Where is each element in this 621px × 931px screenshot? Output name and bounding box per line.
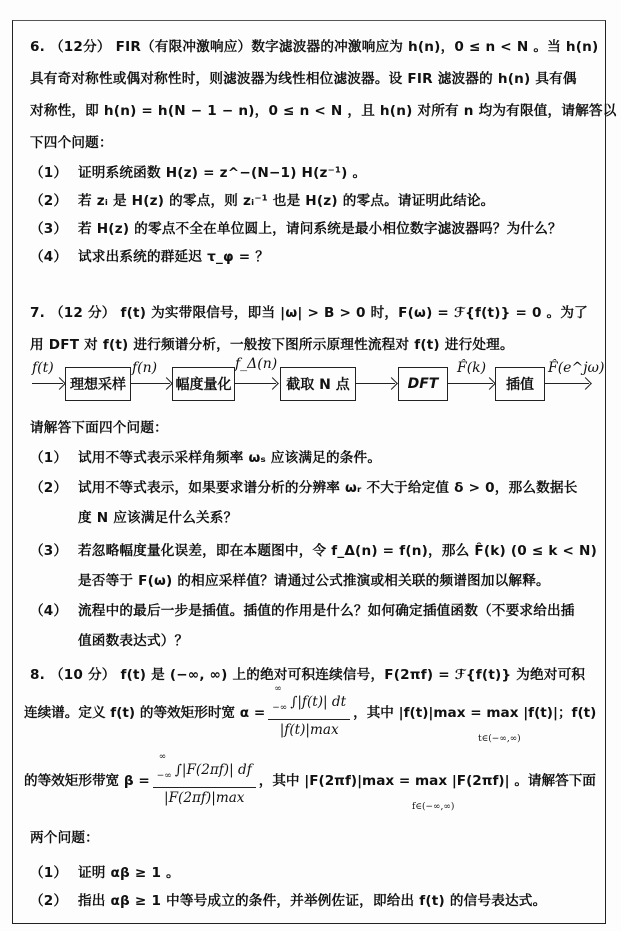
flow-block: DFT	[398, 367, 448, 401]
alpha-numerator-wrap	[268, 694, 350, 720]
q8-line-1: 8. （10 分） f(t) 是 (−∞, ∞) 上的绝对可积连续信号，F(2πf) = ℱ{f(t)} 为绝对可积	[30, 667, 586, 683]
flow-block: 幅度量化	[172, 367, 235, 401]
item-text: 若 H(z) 的零点不全在单位圆上，请问系统是最小相位数字滤波器吗？为什么？	[78, 221, 562, 237]
q6-item-4	[30, 245, 269, 265]
integral-upper: ∞	[158, 752, 167, 762]
alpha-fraction	[268, 684, 350, 739]
q8-alpha-row	[24, 684, 596, 739]
q8-beta-pre: 的等效矩形带宽 β =	[24, 773, 150, 790]
item-number: （1）	[30, 450, 68, 466]
signal-label: f_Δ(n)	[235, 356, 278, 372]
signal-label: f(n)	[132, 360, 158, 376]
integral-upper: ∞	[274, 684, 282, 694]
alpha-denominator: |f(t)|max	[279, 721, 339, 738]
q8-item-1	[30, 861, 180, 881]
q8-item-2	[30, 889, 546, 909]
integral-lower: −∞	[156, 770, 172, 781]
arrow	[545, 383, 589, 384]
item-text: 证明系统函数 H(z) = z^−(N−1) H(z⁻¹) 。	[78, 165, 367, 181]
arrow	[32, 383, 63, 384]
q7-item-4-cont: 值函数表达式）？	[78, 633, 189, 649]
max-range: t∈(−∞,∞)	[478, 734, 521, 744]
integral-lower: −∞	[272, 702, 288, 713]
alpha-numerator: ∫|f(t)| dt	[290, 694, 347, 710]
item-number: （2）	[30, 480, 68, 496]
item-text: 若 zᵢ 是 H(z) 的零点，则 zᵢ⁻¹ 也是 H(z) 的零点。请证明此结论。	[78, 193, 495, 209]
flow-block: 理想采样	[65, 367, 131, 401]
item-number: （1）	[30, 865, 68, 881]
beta-denominator: |F(2πf)|max	[164, 789, 245, 806]
q6-item-1	[30, 161, 366, 181]
q7-line-1: 7. （12 分） f(t) 为实带限信号，即当 |ω| > B > 0 时，F(ω) = ℱ{f(t)} = 0 。为了	[30, 305, 588, 321]
q7-item-4	[30, 599, 575, 619]
q7-item-2	[30, 476, 578, 496]
q8-alpha-post: ，其中 |f(t)|max = max |f(t)|；f(t)	[353, 705, 597, 722]
q8-beta-row	[24, 752, 596, 807]
item-text: 试求出系统的群延迟 τ_φ = ？	[78, 249, 270, 265]
q7-item-1	[30, 446, 381, 466]
item-number: （4）	[30, 603, 68, 619]
item-number: （1）	[30, 165, 68, 181]
beta-numerator-wrap	[153, 762, 256, 788]
q7-line-2: 用 DFT 对 f(t) 进行频谱分析，一般按下图所示原理性流程对 f(t) 进行处理。	[30, 337, 514, 353]
q8-beta-post: ，其中 |F(2πf)|max = max |F(2πf)| 。请解答下面	[258, 773, 596, 790]
max-range: f∈(−∞,∞)	[412, 802, 455, 812]
item-number: （2）	[30, 193, 68, 209]
arrow	[130, 383, 170, 384]
q8-alpha-pre: 连续谱。定义 f(t) 的等效矩形时宽 α =	[24, 705, 266, 722]
q7-item-3-cont: 是否等于 F(ω) 的相应采样值？请通过公式推演或相关联的频谱图加以解释。	[78, 573, 550, 589]
q6-line-1: 6. （12分） FIR（有限冲激响应）数字滤波器的冲激响应为 h(n)，0 ≤ n < N 。当 h(n)	[30, 39, 599, 55]
signal-label: f(t)	[32, 360, 54, 376]
q7-item-3	[30, 539, 597, 559]
item-number: （2）	[30, 893, 68, 909]
beta-fraction	[153, 752, 256, 807]
item-number: （3）	[30, 543, 68, 559]
item-text: 流程中的最后一步是插值。插值的作用是什么？如何确定插值函数（不要求给出插	[78, 603, 575, 619]
item-text: 试用不等式表示，如果要求谱分析的分辨率 ωᵣ 不大于给定值 δ > 0，那么数据长	[78, 480, 578, 496]
item-number: （3）	[30, 221, 68, 237]
q6-line-2: 具有奇对称性或偶对称性时，则滤波器为线性相位滤波器。设 FIR 滤波器的 h(n) 具有偶	[30, 71, 577, 87]
signal-label: F̂(e^jω)	[548, 360, 605, 376]
q6-item-3	[30, 217, 562, 237]
arrow	[355, 383, 395, 384]
item-text: 试用不等式表示采样角频率 ωₛ 应该满足的条件。	[78, 450, 382, 466]
item-number: （4）	[30, 249, 68, 265]
beta-numerator: ∫|F(2πf)| df	[174, 762, 252, 778]
signal-label: F̂(k)	[457, 360, 487, 376]
q7-prompt: 请解答下面四个问题：	[30, 420, 168, 436]
flow-block: 插值	[495, 367, 545, 401]
arrow	[234, 383, 276, 384]
item-text: 证明 αβ ≥ 1 。	[78, 865, 180, 881]
q6-line-4: 下四个问题：	[30, 135, 113, 151]
item-text: 若忽略幅度量化误差，即在本题图中，令 f_Δ(n) = f(n)，那么 F̂(k) (0 ≤ k < N)	[78, 543, 598, 559]
q8-prompt: 两个问题：	[30, 830, 99, 846]
item-text: 指出 αβ ≥ 1 中等号成立的条件，并举例佐证，即给出 f(t) 的信号表达式。	[78, 893, 547, 909]
q6-item-2	[30, 189, 494, 209]
flow-block: 截取 N 点	[280, 367, 356, 401]
q7-item-2-cont: 度 N 应该满足什么关系？	[78, 510, 238, 526]
q6-line-3: 对称性，即 h(n) = h(N − 1 − n)，0 ≤ n < N ，且 h(n) 对所有 n 均为有限值，请解答以	[30, 103, 617, 119]
arrow	[447, 383, 493, 384]
